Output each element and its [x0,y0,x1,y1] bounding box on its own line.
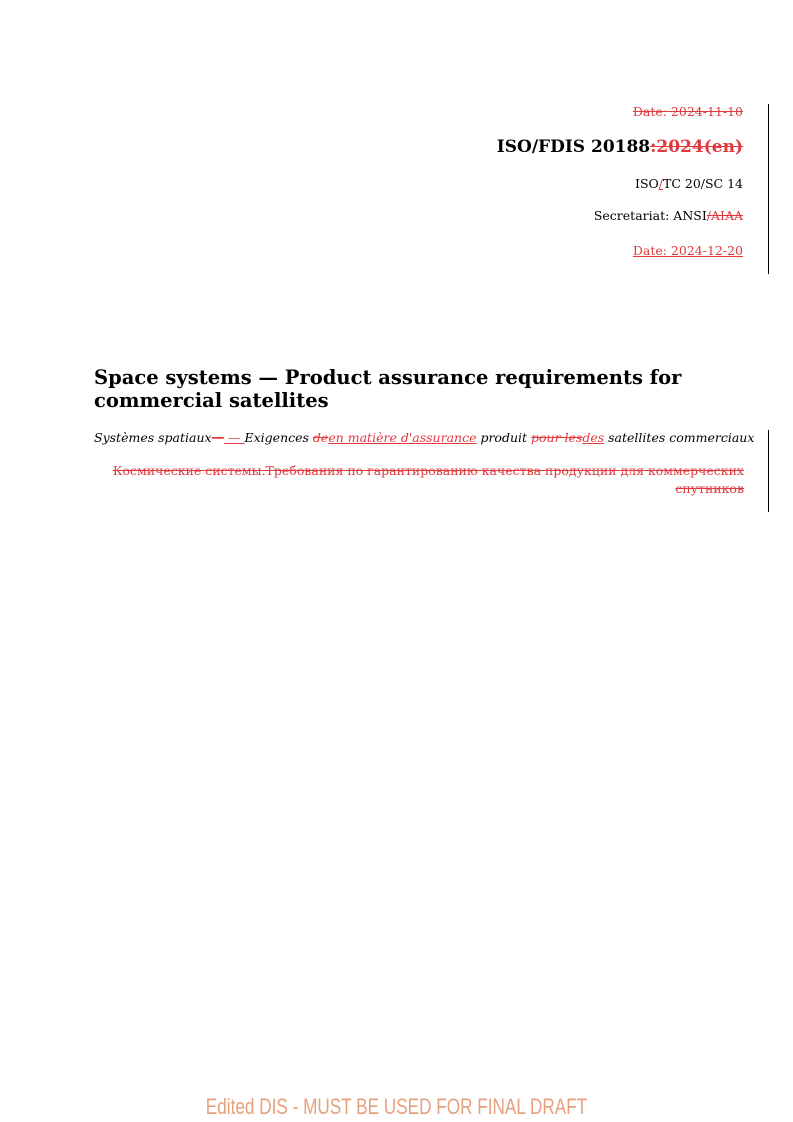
date-new-text: Date: 2024-12-20 [632,243,743,258]
secretariat-label: Secretariat: ANSI [593,208,707,223]
document-id-main: ISO/FDIS 20188 [496,137,651,157]
committee [635,176,743,191]
title-french-del3: pour les [531,430,583,445]
title-french-part1: Systèmes spatiaux [94,430,212,445]
title-french-ins2: en matière d'assurance [328,430,477,445]
title-french-part3: produit [476,430,531,445]
committee-prefix: ISO [635,176,659,191]
change-bar-titles [768,430,769,512]
title-french-del1: — [211,430,225,445]
title-french-ins3: des [582,430,605,445]
title-french-del2: de [312,430,329,445]
watermark-text: Edited DIS - MUST BE USED FOR FINAL DRAFT [205,1094,588,1119]
change-bar-header [768,104,769,274]
date-old [633,104,743,119]
committee-inserted: / [658,176,663,191]
title-french-ins1: — [224,430,245,445]
title-french-part4: satellites commerciaux [604,430,755,445]
title-french-part2: Exigences [244,430,313,445]
secretariat [594,208,743,223]
committee-suffix: TC 20/SC 14 [663,176,743,191]
document-id-deleted: :2024(en) [650,137,743,157]
title-french [94,430,754,445]
secretariat-deleted: /AIAA [706,208,743,223]
title-english: Space systems — Product assurance requirements for commercial satellites [94,366,682,412]
date-old-text: Date: 2024-11-10 [632,104,743,119]
document-id [497,137,743,157]
date-new [633,243,743,258]
title-russian-deleted: Космические системы.Требования по гарантированию качества продукции для коммерческих спутников [112,463,744,496]
